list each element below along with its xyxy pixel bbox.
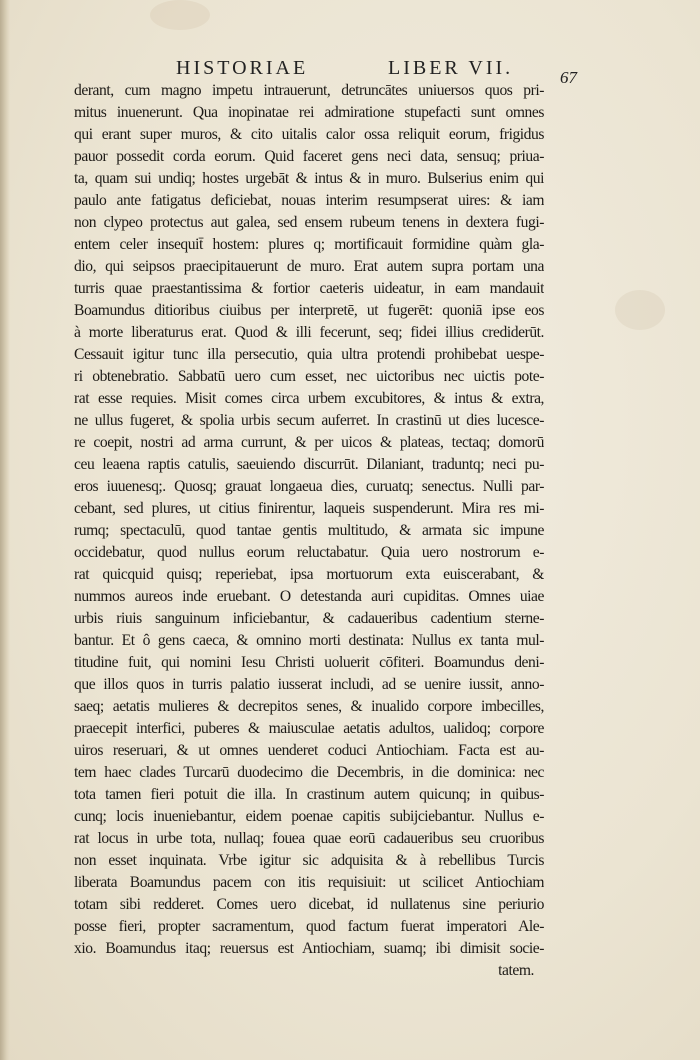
- text-line: cebant, sed plures, ut citius finirentur, laqueis suspenderunt. Mira res mi-: [74, 500, 544, 517]
- text-line: eros iuuenesq;. Quosq; grauat longaeua dies, curuatq; senectus. Nulli par-: [74, 478, 544, 495]
- running-head-title: HISTORIAE: [176, 57, 309, 79]
- page-gutter-shadow: [0, 0, 10, 1060]
- text-line: non clypeo protectus aut galea, sed ensem rubeum tenens in dextera fugi-: [74, 214, 544, 231]
- text-block: [74, 80, 544, 982]
- text-line: rat esse requies. Misit comes circa urbem excubitores, & intus & extra,: [74, 390, 544, 407]
- text-line: bantur. Et ô gens caeca, & omnino morti destinata: Nullus ex tanta mul-: [74, 632, 544, 649]
- text-line: mitus inuenerunt. Qua inopinatae rei admiratione stupefacti sunt omnes: [74, 104, 544, 121]
- text-line: tem haec clades Turcarū duodecimo die Decembris, in die dominica: nec: [74, 764, 544, 781]
- text-line: ri obtenebratio. Sabbatū uero cum esset, nec uictoribus nec uictis pote-: [74, 368, 544, 385]
- text-line: nummos aureos inde eruebant. O detestanda auri cupiditas. Omnes uiae: [74, 588, 544, 605]
- text-line: Boamundus ditioribus ciuibus per interpretē, ut fugerēt: quoniā ipse eos: [74, 302, 544, 319]
- text-line: dio, qui seipsos praecipitauerunt de muro. Erat autem supra portam una: [74, 258, 544, 275]
- text-line: posse fieri, propter sacramentum, quod factum fuerat imperatori Ale-: [74, 918, 544, 935]
- text-line: cunq; locis inueniebantur, eidem poenae capitis subijciebantur. Nullus e-: [74, 808, 544, 825]
- text-line: tatem.: [498, 962, 534, 979]
- text-line: Cessauit igitur tunc illa persecutio, quia ultra protendi prohibebat uespe-: [74, 346, 544, 363]
- text-line: rat quicquid quisq; reperiebat, ipsa mortuorum exta euiscerabant, &: [74, 566, 544, 583]
- paper-stain: [615, 290, 665, 330]
- text-line: rat locus in urbe tota, nullaq; fouea quae eorū cadaueribus seu cruoribus: [74, 830, 544, 847]
- text-line: que illos quos in turris palatio iusserat includi, ad se uenire iussit, anno-: [74, 676, 544, 693]
- text-line: totam sibi redderet. Comes uero dicebat, id nullatenus sine periurio: [74, 896, 544, 913]
- text-line: turris quae praestantissima & fortior caeteris uideatur, in eam mandauit: [74, 280, 544, 297]
- running-head: [170, 57, 550, 81]
- folio-number: 67: [560, 68, 577, 87]
- text-line: pauor possedit corda eorum. Quid faceret gens neci data, sensuq; priua-: [74, 148, 544, 165]
- text-line: praecepit interfici, puberes & maiusculae aetatis adultos, ualidoq; corpore: [74, 720, 544, 737]
- text-line: ne ullus fugeret, & spolia urbis secum auferret. In crastinū ut dies lucesce-: [74, 412, 544, 429]
- text-line: ta, quam sui undiq; hostes urgebāt & intus & in muro. Bulserius enim qui: [74, 170, 544, 187]
- text-line: titudine fuit, qui nomini Iesu Christi uoluerit cōfiteri. Boamundus deni-: [74, 654, 544, 671]
- text-line: liberata Boamundus pacem con itis requisiuit: ut scilicet Antiochiam: [74, 874, 544, 891]
- text-line: uiros reseruari, & ut omnes uenderet coduci Antiochiam. Facta est au-: [74, 742, 544, 759]
- text-line: à morte liberaturus erat. Quod & illi fecerunt, seq; fidei illius crediderūt.: [74, 324, 544, 341]
- text-line: entem celer insequit̄ hostem: plures q; mortificauit formidine quàm gla-: [74, 236, 544, 253]
- text-line: urbis riuis sanguinum inficiebantur, & cadaueribus cadentium sterne-: [74, 610, 544, 627]
- running-head-book: LIBER VII.: [388, 57, 514, 79]
- text-line: qui erant super muros, & cito uitalis calor ossa reliquit eorum, frigidus: [74, 126, 544, 143]
- paper-stain: [150, 0, 210, 30]
- text-line: non esset inquinata. Vrbe igitur sic adquisita & à rebellibus Turcis: [74, 852, 544, 869]
- text-line: xio. Boamundus itaq; reuersus est Antiochiam, suamq; ibi dimisit socie-: [74, 940, 544, 957]
- text-line: re coepit, nostri ad arma currunt, & per uicos & plateas, tectaq; domorū: [74, 434, 544, 451]
- text-line: tota tamen fieri potuit die illa. In crastinum autem quicunq; in quibus-: [74, 786, 544, 803]
- text-line: derant, cum magno impetu intrauerunt, detruncātes uniuersos quos pri-: [74, 82, 544, 99]
- text-line: saeq; aetatis mulieres & decrepitos senes, & inualido corpore imbecilles,: [74, 698, 544, 715]
- text-line: ceu leaena raptis catulis, saeuiendo discurrūt. Dilaniant, traduntq; neci pu-: [74, 456, 544, 473]
- text-line: occidebatur, quod nullus eorum reluctabatur. Quia uero nostrorum e-: [74, 544, 544, 561]
- text-line: rumq; spectaculū, quod tantae gentis multitudo, & armata sic impune: [74, 522, 544, 539]
- text-line: paulo ante fatigatus deficiebat, nouas interim resumpserat uires: & iam: [74, 192, 544, 209]
